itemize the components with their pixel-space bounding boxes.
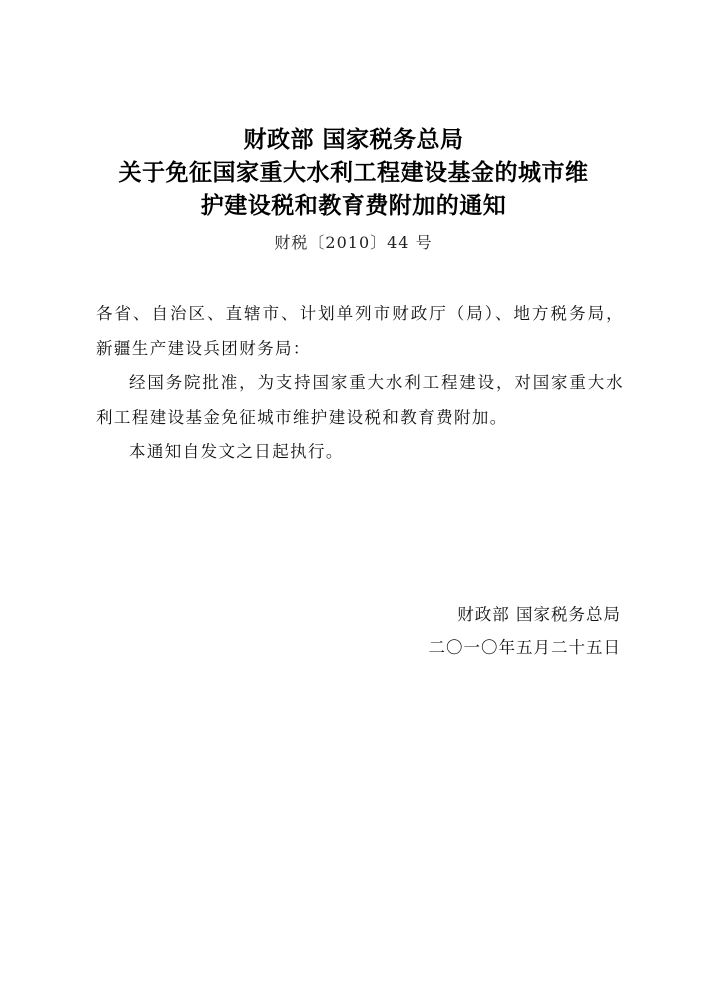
issue-date: 二〇一〇年五月二十五日 (428, 638, 621, 657)
document-title (0, 124, 707, 223)
title-line-2: 关于免征国家重大水利工程建设基金的城市维 (118, 160, 589, 186)
body-paragraph-2: 本通知自发文之日起执行。 (129, 442, 344, 461)
issuer-name: 财政部 国家税务总局 (457, 605, 621, 624)
title-line-3: 护建设税和教育费附加的通知 (200, 193, 507, 219)
document-number: 财税〔2010〕44 号 (274, 233, 433, 252)
body-paragraph-1: 经国务院批准，为支持国家重大水利工程建设，对国家重大水利工程建设基金免征城市维护建设税和教育费附加。 (96, 373, 624, 427)
document-body (96, 297, 624, 470)
addressee: 各省、自治区、直辖市、计划单列市财政厅（局）、地方税务局，新疆生产建设兵团财务局： (96, 304, 624, 358)
signature-block (429, 598, 622, 664)
title-line-1: 财政部 国家税务总局 (243, 127, 464, 153)
